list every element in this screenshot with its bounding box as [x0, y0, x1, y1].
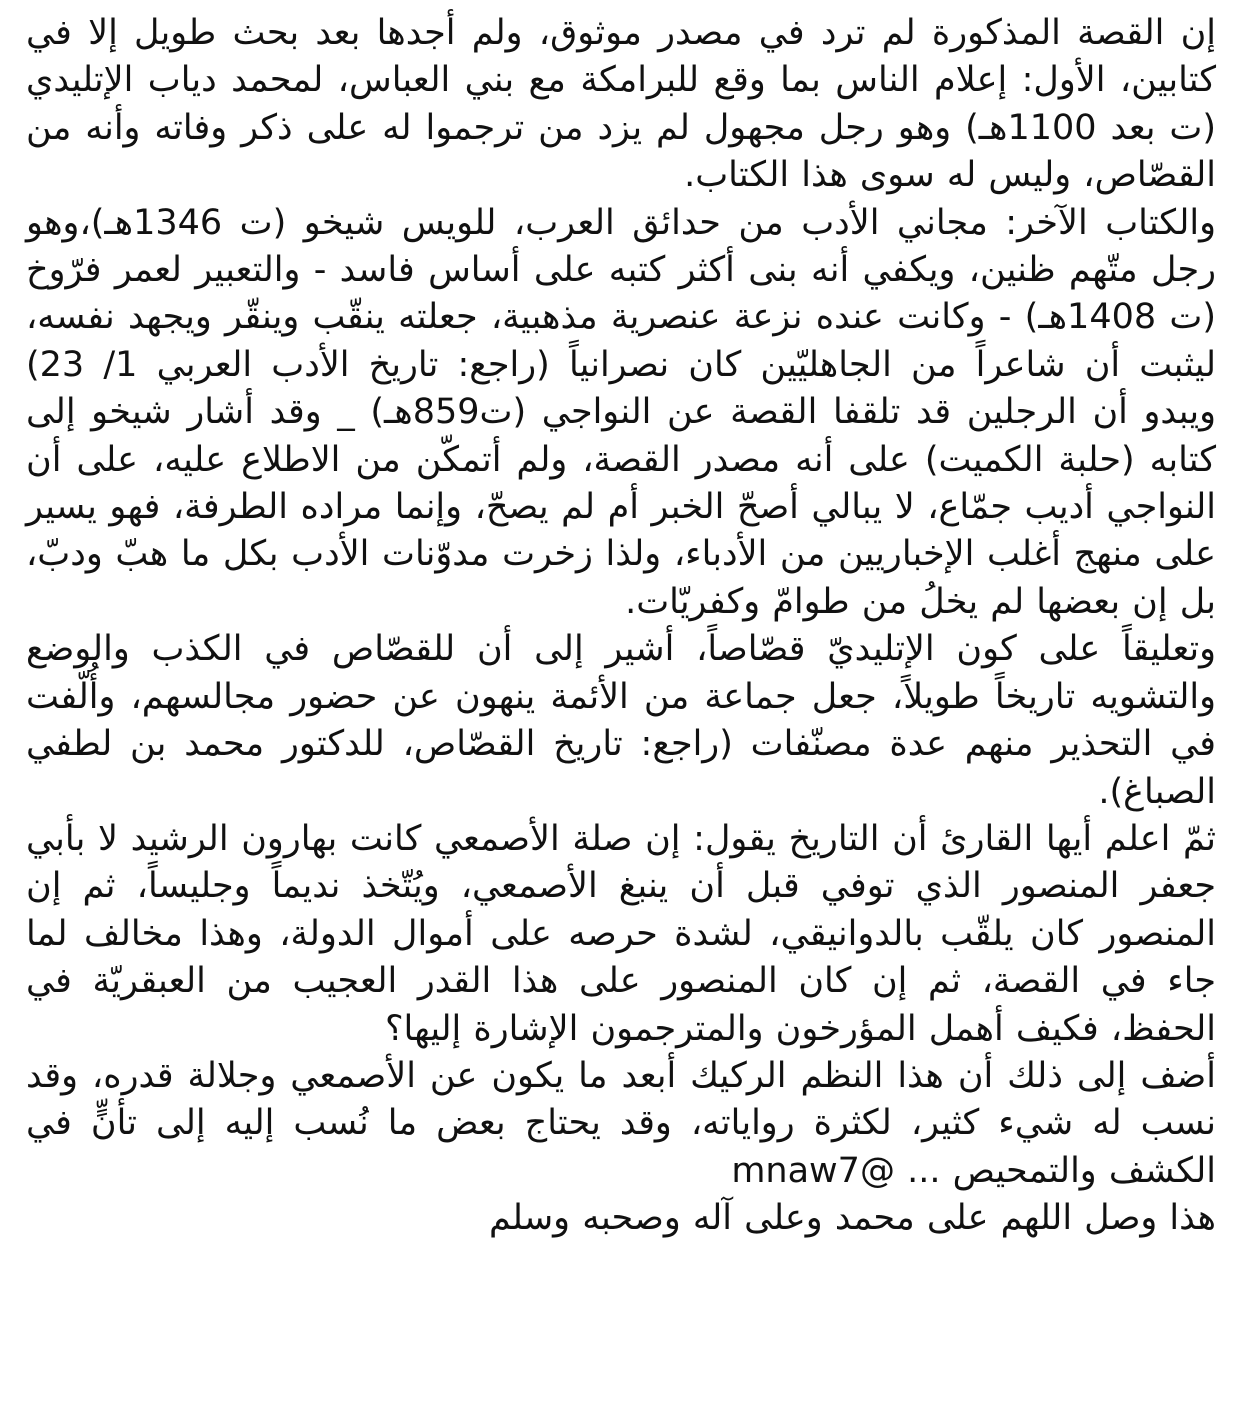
paragraph-1: إن القصة المذكورة لم ترد في مصدر موثوق، ولم أجدها بعد بحث طويل إلا في كتابين، الأول: إعلام الناس بما وقع للبرامكة مع بني العباس، لمحمد دياب الإتليدي (ت بعد 1100هـ) وهو رجل مجهول لم يزد من ترجموا له على ذكر وفاته وأنه من القصّاص، وليس له سوى هذا الكتاب.	[26, 13, 1217, 196]
paragraph-3: وتعليقاً على كون الإتليديّ قصّاصاً، أشير إلى أن للقصّاص في الكذب والوضع والتشويه تاريخاً طويلاً، جعل جماعة من الأئمة ينهون عن حضور مجالسهم، وأُلّفت في التحذير منهم عدة مصنّفات (راجع: تاريخ القصّاص، للدكتور محمد بن لطفي الصباغ).	[26, 629, 1216, 812]
paragraph-2: والكتاب الآخر: مجاني الأدب من حدائق العرب، للويس شيخو (ت 1346هـ)،وهو رجل متّهم ظنين، ويكفي أنه بنى أكثر كتبه على أساس فاسد - والتعبير لعمر فرّوخ (ت 1408هـ) - وكانت عنده نزعة عنصرية مذهبية، جعلته ينقّب وينقّر ويجهد نفسه، ليثبت أن شاعراً من الجاهليّين كان نصرانياً (راجع: تاريخ الأدب العربي 1/ 23) ويبدو أن الرجلين قد تلقفا القصة عن النواجي (ت859هـ) _ وقد أشار شيخو إلى كتابه (حلبة الكميت) على أنه مصدر القصة، ولم أتمكّن من الاطلاع عليه، على أن النواجي أديب جمّاع، لا يبالي أصحّ الخبر أم لم يصحّ، وإنما مراده الطرفة، فهو يسير على منهج أغلب الإخباريين من الأدباء، ولذا زخرت مدوّنات الأدب بكل ما هبّ ودبّ، بل إن بعضها لم يخلُ من طوامّ وكفريّات.	[26, 202, 1216, 622]
paragraph-5: أضف إلى ذلك أن هذا النظم الركيك أبعد ما يكون عن الأصمعي وجلالة قدره، وقد نسب له شيء كثير، لكثرة رواياته، وقد يحتاج بعض ما نُسب إليه إلى تأنٍّ في الكشف والتمحيص ... @mnaw7	[26, 1055, 1216, 1191]
paragraph-4: ثمّ اعلم أيها القارئ أن التاريخ يقول: إن صلة الأصمعي كانت بهارون الرشيد لا بأبي جعفر المنصور الذي توفي قبل أن ينبغ الأصمعي، ويُتّخذ نديماً وجليساً، ثم إن المنصور كان يلقّب بالدوانيقي، لشدة حرصه على أموال الدولة، وهذا مخالف لما جاء في القصة، ثم إن كان المنصور على هذا القدر العجيب من العبقريّة في الحفظ، فكيف أهمل المؤرخون والمترجمون الإشارة إليها؟	[26, 818, 1216, 1049]
closing-line: هذا وصل اللهم على محمد وعلى آله وصحبه وسلم	[488, 1198, 1216, 1239]
